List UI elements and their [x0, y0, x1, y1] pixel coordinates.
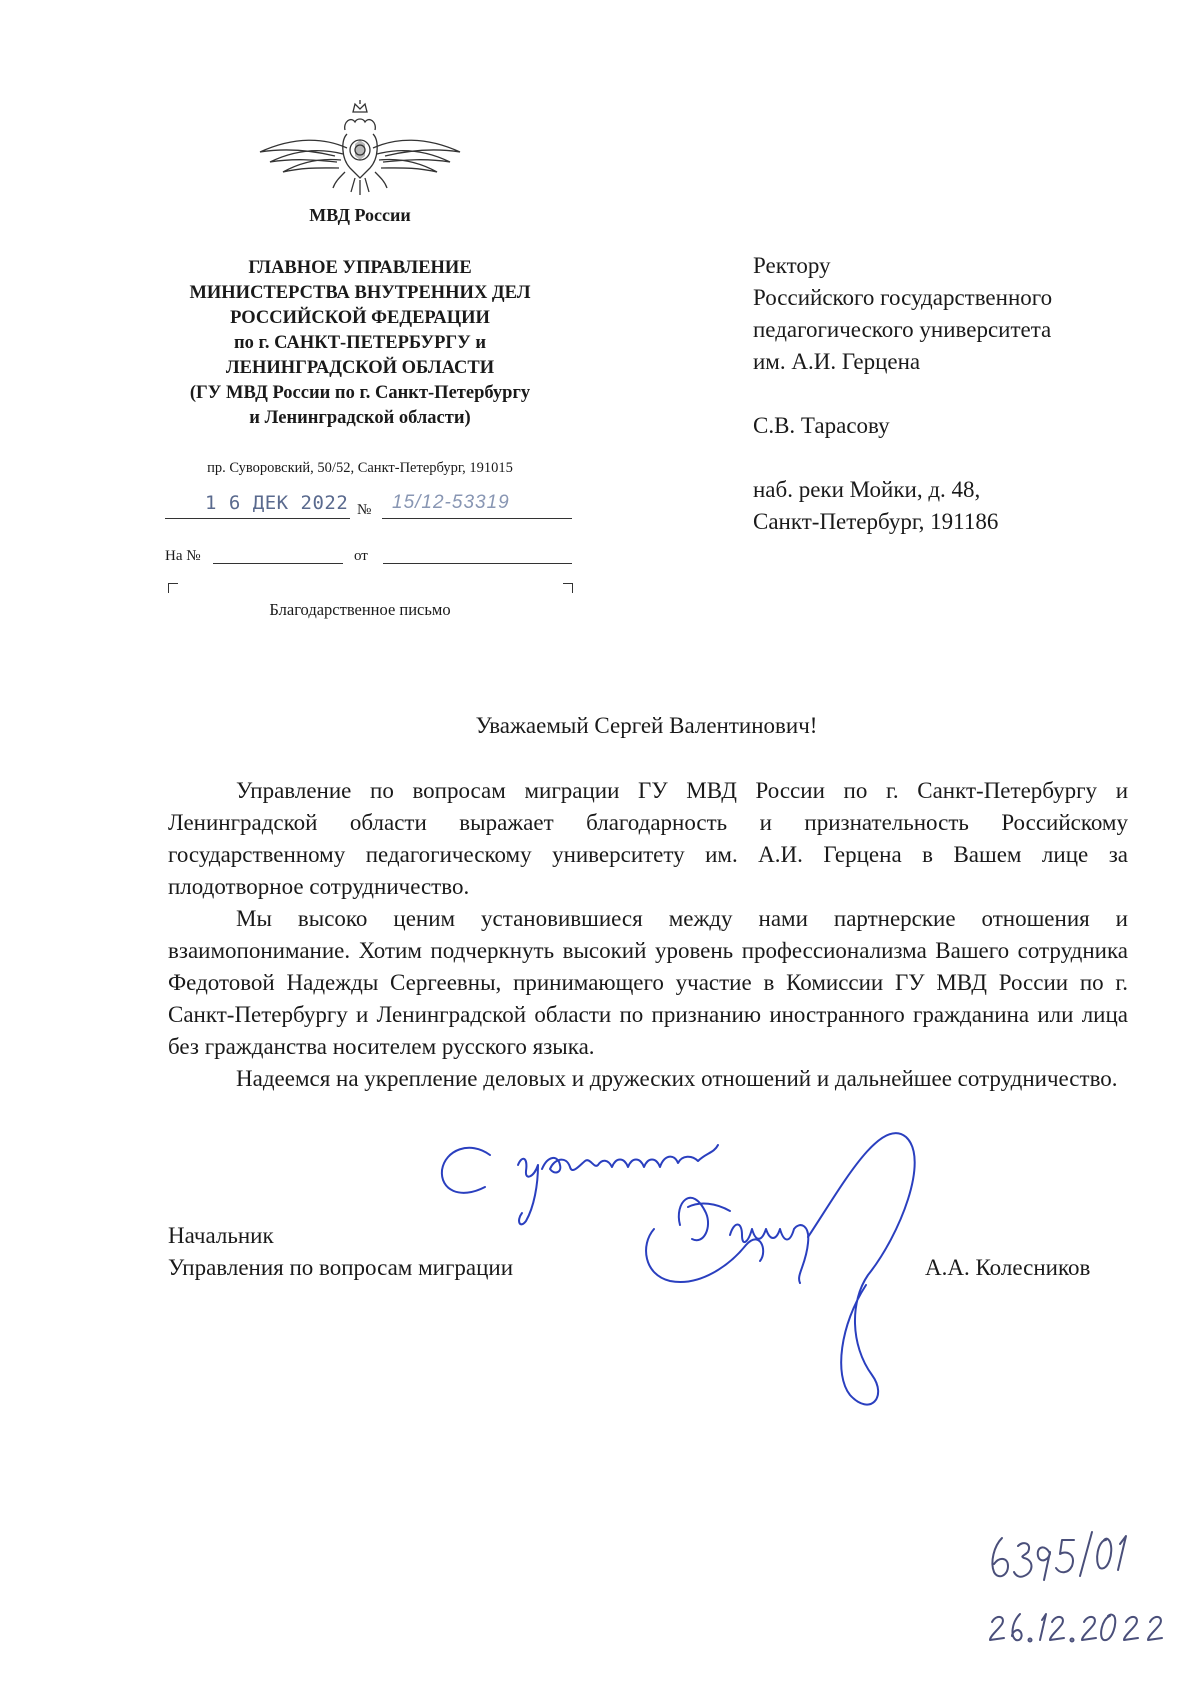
corner-bracket-left — [168, 583, 178, 593]
recipient-line: Российского государственного — [753, 285, 1053, 310]
body-paragraph: Управление по вопросам миграции ГУ МВД России по г. Санкт-Петербургу и Ленинградской области выражает благодарность и признательность Российскому государственному педагогическому университету им. А.И. Герцена в Вашем лице за плодотворное сотрудничество. — [168, 778, 1128, 899]
recipient-line: им. А.И. Герцена — [753, 349, 921, 374]
org-address: пр. Суворовский, 50/52, Санкт-Петербург, 191015 — [207, 460, 513, 476]
body-paragraph: Надеемся на укрепление деловых и дружеских отношений и дальнейшее сотрудничество. — [236, 1066, 1118, 1091]
org-line: ГЛАВНОЕ УПРАВЛЕНИЕ — [248, 258, 472, 278]
ministry-label: МВД России — [309, 205, 411, 225]
org-line: по г. САНКТ-ПЕТЕРБУРГУ и — [234, 333, 486, 353]
number-underline — [382, 518, 572, 519]
org-line: РОССИЙСКОЙ ФЕДЕРАЦИИ — [230, 308, 490, 328]
recipient-name: С.В. Тарасову — [753, 413, 890, 438]
date-underline — [165, 518, 350, 519]
recipient-block — [753, 250, 1173, 538]
signer-department: Управления по вопросам миграции — [168, 1255, 514, 1280]
spacer — [753, 378, 1173, 410]
org-line: (ГУ МВД России по г. Санкт-Петербургу — [189, 383, 531, 403]
salutation: Уважаемый Сергей Валентинович! — [475, 713, 818, 738]
registration-mark — [980, 1510, 1180, 1660]
date-stamp: 1 6 ДЕК 2022 — [205, 492, 349, 514]
reply-to-label: На № — [165, 548, 201, 564]
org-line: ЛЕНИНГРАДСКОЙ ОБЛАСТИ — [225, 358, 495, 378]
recipient-address-line: Санкт-Петербург, 191186 — [753, 509, 999, 534]
organization-name — [150, 256, 570, 431]
recipient-line: Ректору — [753, 253, 831, 278]
body-paragraph: Мы высоко ценим установившиеся между нами партнерские отношения и взаимопонимание. Хотим подчеркнуть высокий уровень профессионализма Вашего сотрудника Федотовой Надежды Сергеевны, принимающего участие в Комиссии ГУ МВД России по г. Санкт-Петербургу и Ленинградской области по признанию иностранного гражданина или лица без гражданства носителем русского языка. — [168, 906, 1128, 1059]
letter-subject: Благодарственное письмо — [269, 600, 451, 619]
recipient-line: педагогического университета — [753, 317, 1052, 342]
mvd-emblem-icon — [255, 100, 465, 200]
handwritten-signature — [430, 1125, 1010, 1415]
signer-name: А.А. Колесников — [925, 1255, 1091, 1280]
corner-bracket-right — [563, 583, 573, 593]
org-line: МИНИСТЕРСТВА ВНУТРЕННИХ ДЕЛ — [189, 283, 531, 303]
spacer — [753, 442, 1173, 474]
reply-date-underline — [383, 563, 572, 564]
signer-position: Начальник — [168, 1223, 274, 1248]
recipient-address-line: наб. реки Мойки, д. 48, — [753, 477, 981, 502]
outgoing-number: 15/12-53319 — [392, 492, 510, 513]
org-line: и Ленинградской области) — [249, 408, 471, 428]
reply-number-underline — [213, 563, 343, 564]
from-label: от — [354, 548, 368, 564]
number-label: № — [357, 502, 372, 518]
letter-body — [168, 775, 1128, 1095]
